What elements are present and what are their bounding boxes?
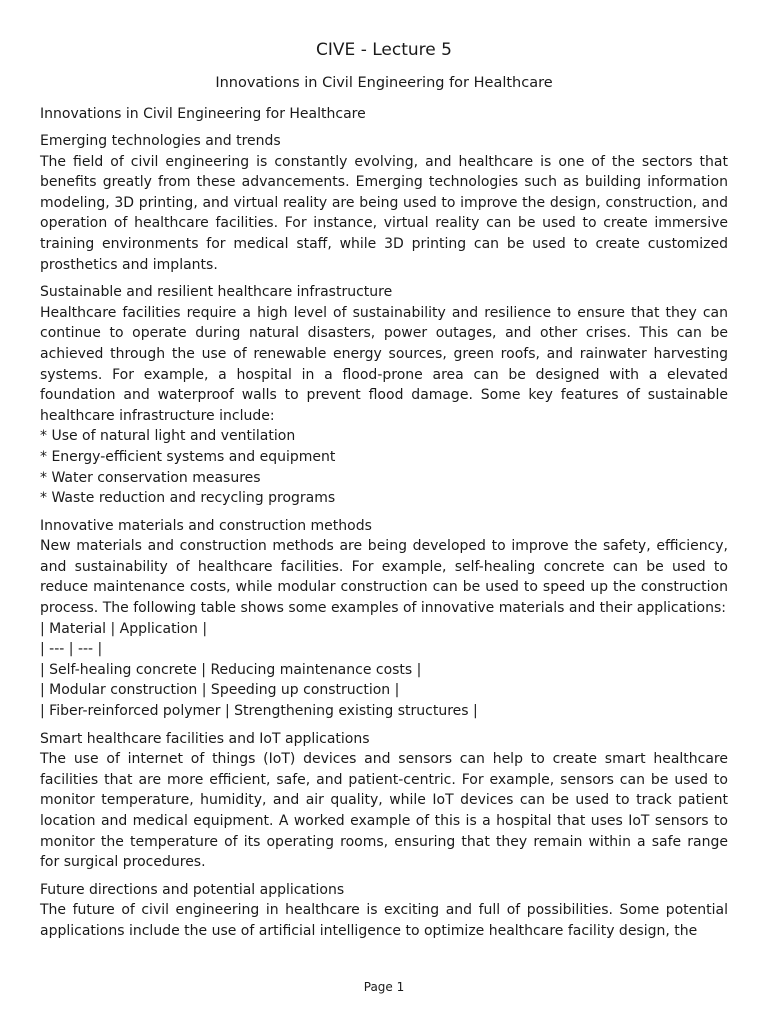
section-emerging-technologies [40, 131, 728, 275]
section-heading: Future directions and potential applications [40, 881, 345, 898]
list-item: * Waste reduction and recycling programs [40, 490, 336, 507]
section-paragraph: New materials and construction methods are being developed to improve the safety, efficiency, and sustainability of healthcare facilities. For example, self-healing concrete can be used to reduce maintenance costs, while modular construction can be used to speed up the construction process. The following table shows some examples of innovative materials and their applications: [40, 538, 728, 617]
section-smart-facilities [40, 729, 728, 873]
section-paragraph: The future of civil engineering in healthcare is exciting and full of possibilities. Some potential applications include the use of artificial intelligence to optimize healthcare facility design, the [40, 902, 728, 939]
page-number: Page 1 [363, 980, 405, 994]
section-heading: Innovative materials and construction methods [40, 517, 372, 534]
table-line: | Material | Application | [40, 620, 208, 637]
table-line: | Modular construction | Speeding up construction | [40, 682, 400, 699]
table-line: | Self-healing concrete | Reducing maintenance costs | [40, 661, 422, 678]
section-innovative-materials [40, 516, 728, 722]
document-page [40, 38, 728, 942]
list-item: * Energy-efficient systems and equipment [40, 448, 336, 465]
list-item: * Use of natural light and ventilation [40, 428, 296, 445]
document-heading: Innovations in Civil Engineering for Healthcare [40, 106, 366, 122]
section-heading: Sustainable and resilient healthcare infrastructure [40, 284, 393, 301]
section-paragraph: Healthcare facilities require a high level of sustainability and resilience to ensure that they can continue to operate during natural disasters, power outages, and other crises. This can be achieved through the use of renewable energy sources, green roofs, and rainwater harvesting systems. For example, a hospital in a flood-prone area can be designed with a elevated foundation and waterproof walls to prevent flood damage. Some key features of sustainable healthcare infrastructure include: [40, 304, 728, 424]
section-heading: Smart healthcare facilities and IoT applications [40, 730, 370, 747]
document-title: CIVE - Lecture 5 [316, 40, 452, 60]
section-sustainable-infrastructure [40, 282, 728, 509]
table-line: | --- | --- | [40, 641, 103, 658]
section-paragraph: The field of civil engineering is constantly evolving, and healthcare is one of the sectors that benefits greatly from these advancements. Emerging technologies such as building information modeling, 3D printing, and virtual reality are being used to improve the design, construction, and operation of healthcare facilities. For instance, virtual reality can be used to create immersive training environments for medical staff, while 3D printing can be used to create customized prosthetics and implants. [40, 153, 728, 273]
section-future-directions [40, 880, 728, 942]
table-line: | Fiber-reinforced polymer | Strengthening existing structures | [40, 703, 478, 720]
document-subtitle: Innovations in Civil Engineering for Healthcare [215, 75, 553, 91]
list-item: * Water conservation measures [40, 469, 261, 486]
section-heading: Emerging technologies and trends [40, 133, 281, 149]
section-paragraph: The use of internet of things (IoT) devices and sensors can help to create smart healthcare facilities that are more efficient, safe, and patient-centric. For example, sensors can be used to monitor temperature, humidity, and air quality, while IoT devices can be used to track patient location and medical equipment. A worked example of this is a hospital that uses IoT sensors to monitor the temperature of its operating rooms, ensuring that they remain within a safe range for surgical procedures. [40, 751, 728, 871]
